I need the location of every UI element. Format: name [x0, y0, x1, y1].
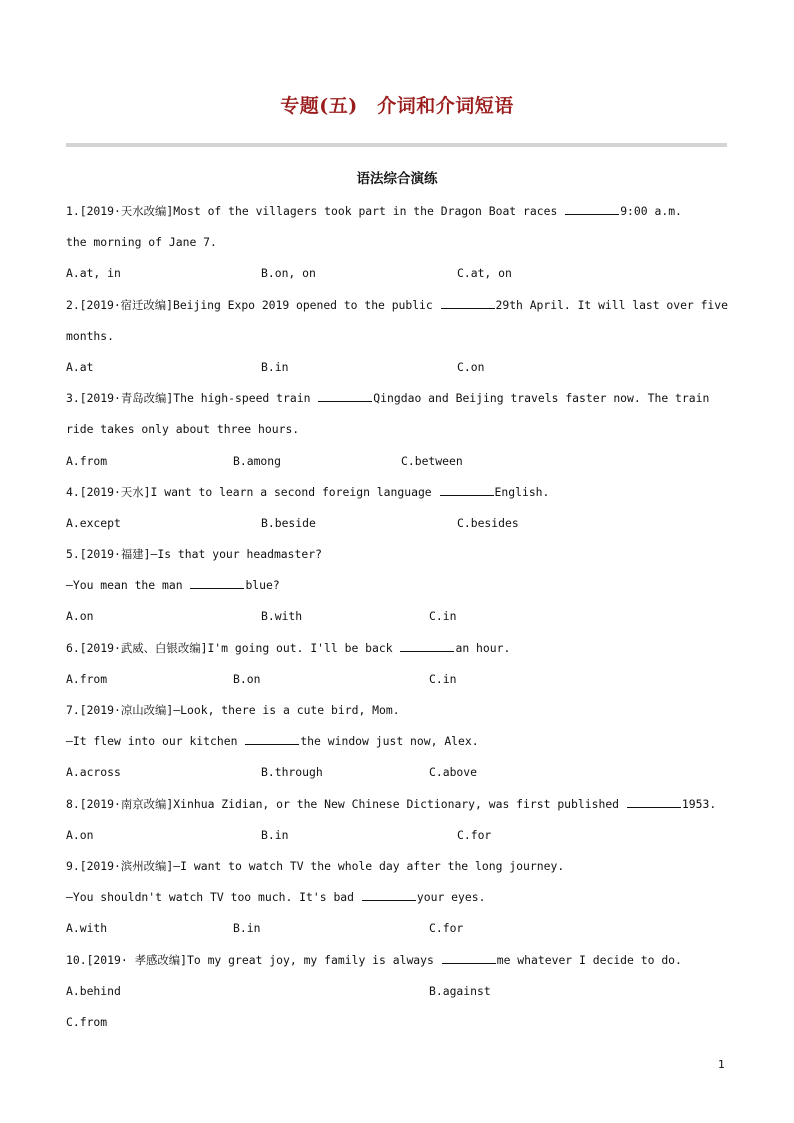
options-row — [66, 913, 728, 944]
answer-option[interactable]: A.with — [66, 921, 108, 936]
answer-option[interactable]: C.besides — [457, 515, 519, 530]
answer-option[interactable]: C.in — [429, 671, 457, 686]
answer-blank — [440, 485, 494, 496]
answer-option[interactable]: B.in — [233, 921, 261, 936]
question-text: the window just now, Alex. — [300, 734, 479, 749]
question-line — [66, 539, 728, 570]
answer-option[interactable]: A.at, in — [66, 266, 121, 281]
question-text: ride takes only about three hours. — [66, 422, 300, 437]
question-line — [66, 196, 728, 227]
question-item — [66, 695, 728, 789]
title-divider — [66, 143, 727, 147]
question-text: 29th April. It will last over five — [495, 297, 728, 312]
options-row — [66, 352, 728, 383]
options-row — [66, 258, 728, 289]
question-text: —You mean the man — [66, 578, 190, 593]
question-text: 2.[2019·宿迁改编]Beijing Expo 2019 opened to the public — [66, 297, 440, 312]
answer-blank — [400, 641, 454, 652]
question-item — [66, 196, 728, 290]
question-text: the morning of Jane 7. — [66, 235, 217, 250]
question-item — [66, 945, 728, 1039]
options-row — [66, 601, 728, 632]
question-text: blue? — [245, 578, 280, 593]
question-text: 6.[2019·武威、白银改编]I'm going out. I'll be back — [66, 640, 400, 655]
answer-blank — [190, 578, 244, 589]
answer-option[interactable]: A.behind — [66, 983, 121, 998]
answer-blank — [627, 797, 681, 808]
question-item — [66, 851, 728, 945]
question-text: 9:00 a.m. — [620, 204, 682, 218]
question-line — [66, 945, 728, 976]
answer-option[interactable]: C.on — [457, 359, 485, 374]
question-text: 1.[2019·天水改编]Most of the villagers took part in the Dragon Boat races — [66, 204, 565, 218]
section-heading: 语法综合演练 — [356, 171, 438, 187]
question-item — [66, 290, 728, 384]
question-item — [66, 383, 728, 477]
answer-option[interactable]: A.from — [66, 453, 108, 468]
question-text: your eyes. — [416, 890, 486, 905]
question-line — [66, 321, 728, 352]
question-text: me whatever I decide to do. — [496, 952, 682, 967]
answer-option[interactable]: C.from — [66, 1014, 108, 1029]
answer-option[interactable]: B.on — [233, 671, 261, 686]
question-line — [66, 789, 728, 820]
question-line — [66, 851, 728, 882]
question-list — [66, 196, 728, 1038]
answer-option[interactable]: A.on — [66, 827, 94, 842]
question-text: an hour. — [455, 640, 511, 655]
question-line — [66, 383, 728, 414]
question-line — [66, 726, 728, 757]
question-text: —It flew into our kitchen — [66, 734, 245, 749]
question-text: 10.[2019· 孝感改编]To my great joy, my family is always — [66, 952, 441, 967]
answer-option[interactable]: B.among — [233, 453, 282, 468]
answer-option[interactable]: C.at, on — [457, 266, 512, 281]
question-line — [66, 477, 728, 508]
options-row — [66, 446, 728, 477]
answer-option[interactable]: C.above — [429, 765, 478, 780]
answer-blank — [318, 391, 372, 402]
options-row — [66, 976, 728, 1007]
answer-option[interactable]: C.between — [401, 453, 463, 468]
answer-option[interactable]: B.on, on — [261, 266, 316, 281]
answer-option[interactable]: B.beside — [261, 515, 316, 530]
answer-option[interactable]: A.on — [66, 609, 94, 624]
answer-option[interactable]: C.for — [429, 921, 464, 936]
answer-option[interactable]: C.in — [429, 609, 457, 624]
question-text: months. — [66, 328, 115, 343]
question-text: 8.[2019·南京改编]Xinhua Zidian, or the New Chinese Dictionary, was first published — [66, 796, 626, 811]
answer-option[interactable]: A.across — [66, 765, 121, 780]
question-item — [66, 789, 728, 851]
options-row — [66, 757, 728, 788]
question-line — [66, 414, 728, 445]
question-text: 7.[2019·凉山改编]—Look, there is a cute bird, Mom. — [66, 703, 400, 717]
page-number: 1 — [718, 1058, 725, 1071]
answer-option[interactable]: B.with — [261, 609, 303, 624]
answer-blank — [442, 953, 496, 964]
answer-option[interactable]: A.at — [66, 359, 94, 374]
answer-blank — [245, 734, 299, 745]
question-text: 9.[2019·滨州改编]—I want to watch TV the whole day after the long journey. — [66, 858, 565, 873]
question-line — [66, 290, 728, 321]
options-row — [66, 508, 728, 539]
options-row — [66, 820, 728, 851]
answer-blank — [362, 890, 416, 901]
question-text: 1953. — [681, 796, 717, 811]
answer-blank — [565, 204, 619, 215]
answer-option[interactable]: B.against — [429, 983, 491, 998]
answer-option[interactable]: B.in — [261, 827, 289, 842]
question-item — [66, 539, 728, 633]
answer-option[interactable]: B.in — [261, 359, 289, 374]
question-line — [66, 633, 728, 664]
answer-option[interactable]: A.except — [66, 515, 121, 530]
answer-blank — [441, 298, 495, 309]
question-text: —You shouldn't watch TV too much. It's bad — [66, 890, 361, 905]
question-item — [66, 633, 728, 695]
answer-option[interactable]: A.from — [66, 671, 108, 686]
options-row — [66, 1007, 728, 1038]
question-line — [66, 570, 728, 601]
question-item — [66, 477, 728, 539]
question-text: 4.[2019·天水]I want to learn a second foreign language — [66, 484, 439, 499]
page-title: 专题(五) 介词和介词短语 — [280, 95, 514, 117]
question-text: English. — [494, 484, 550, 499]
question-line — [66, 695, 728, 726]
question-line — [66, 882, 728, 913]
question-text: 5.[2019·福建]—Is that your headmaster? — [66, 547, 322, 562]
question-line — [66, 227, 728, 258]
answer-option[interactable]: B.through — [261, 765, 323, 780]
question-text: 3.[2019·青岛改编]The high-speed train — [66, 391, 318, 406]
answer-option[interactable]: C.for — [457, 827, 492, 842]
question-text: Qingdao and Beijing travels faster now. The train — [373, 391, 710, 406]
options-row — [66, 664, 728, 695]
